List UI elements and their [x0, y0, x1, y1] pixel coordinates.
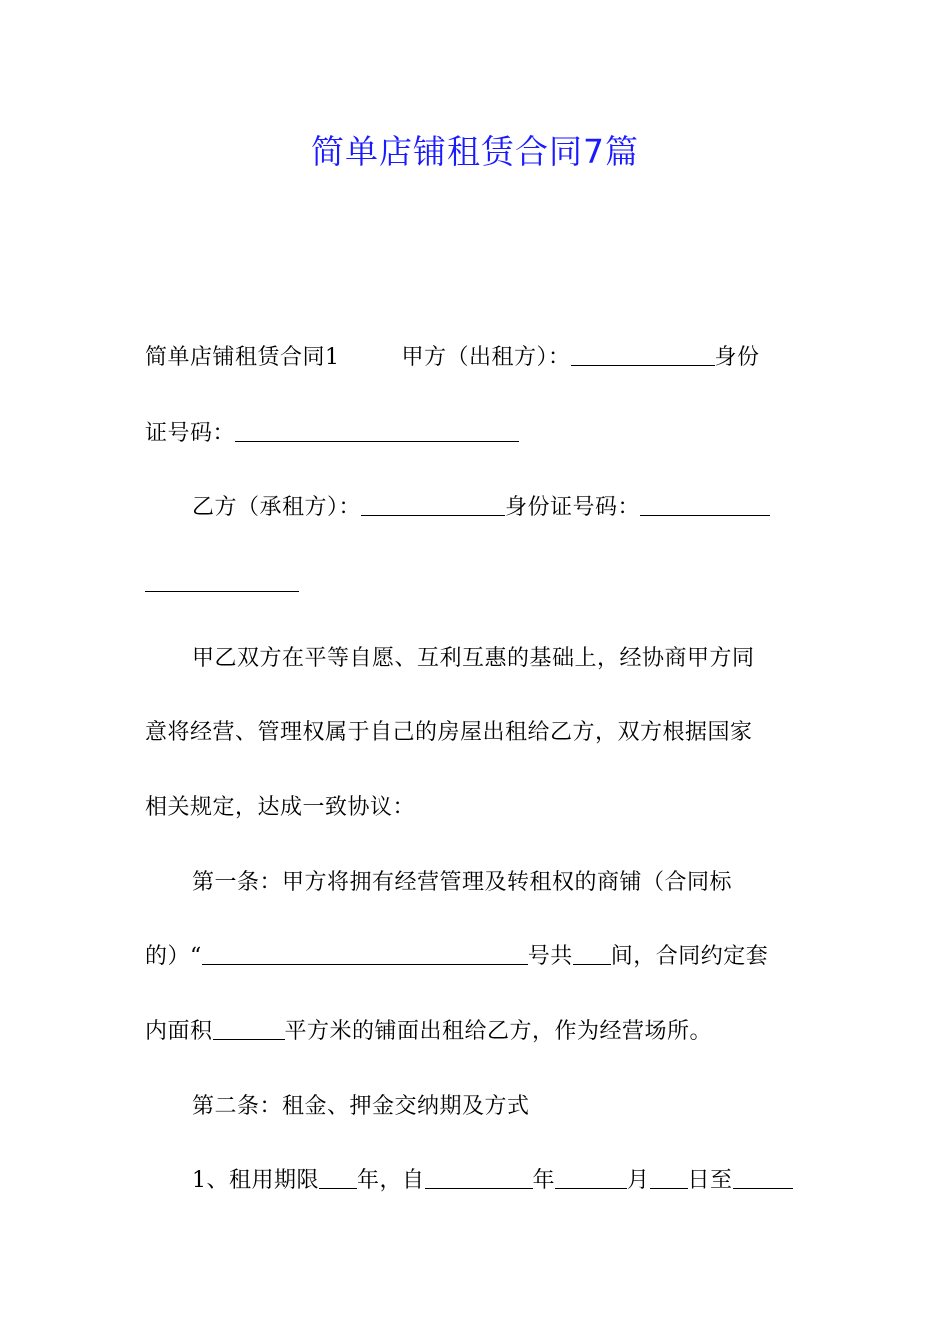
end-date-blank	[733, 1166, 793, 1189]
lease-years-blank	[319, 1166, 357, 1189]
preamble-line-1	[145, 641, 807, 677]
item1-text-d: 月	[627, 1168, 650, 1193]
article1-line-2	[145, 939, 807, 975]
start-month-blank	[555, 1166, 627, 1189]
id-label-part2: 证号码：	[145, 421, 236, 446]
party-b-id-blank	[640, 493, 770, 516]
party-a-label: 甲方（出租方）：	[401, 345, 571, 370]
contract-1-heading: 简单店铺租赁合同1	[145, 345, 340, 370]
article1-text-2a: 的）“	[145, 944, 202, 969]
preamble-text-3: 相关规定，达成一致协议：	[145, 795, 416, 820]
article2-heading-line	[145, 1089, 807, 1125]
article1-text-2c: 间，合同约定套	[610, 944, 769, 969]
article2-item1-line	[145, 1163, 807, 1199]
preamble-line-3	[145, 790, 807, 826]
party-a-id-blank	[235, 419, 519, 442]
item1-text-e: 日至	[687, 1168, 733, 1193]
article1-text-1: 第一条：甲方将拥有经营管理及转租权的商铺（合同标	[192, 870, 733, 895]
room-count-blank	[573, 942, 611, 965]
item1-text-c: 年	[532, 1168, 556, 1193]
preamble-line-2	[145, 715, 807, 751]
document-title: 简单店铺租赁合同7篇	[311, 132, 639, 171]
id-label-part1: 身份	[714, 345, 760, 370]
start-year-blank	[425, 1166, 533, 1189]
party-b-id-blank-2	[145, 569, 299, 592]
party-b-line	[145, 490, 807, 526]
party-a-blank	[571, 343, 715, 366]
party-b-label: 乙方（承租方）：	[192, 495, 362, 520]
article1-text-3a: 内面积	[145, 1019, 213, 1044]
preamble-text-2: 意将经营、管理权属于自己的房屋出租给乙方，双方根据国家	[145, 720, 753, 745]
shop-address-blank	[202, 942, 528, 965]
party-b-id-label: 身份证号码：	[505, 495, 641, 520]
item1-text-a: 1、租用期限	[192, 1168, 319, 1193]
article2-heading: 第二条：租金、押金交纳期及方式	[192, 1094, 530, 1119]
party-b-blank	[361, 493, 505, 516]
preamble-text-1: 甲乙双方在平等自愿、互利互惠的基础上，经协商甲方同	[192, 646, 755, 671]
article1-line-3	[145, 1014, 807, 1050]
party-b-id-continuation	[145, 566, 807, 602]
start-day-blank	[650, 1166, 688, 1189]
article1-text-3b: 平方米的铺面出租给乙方，作为经营场所。	[284, 1019, 713, 1044]
article1-text-2b: 号共	[527, 944, 573, 969]
item1-text-b: 年，自	[357, 1168, 425, 1193]
intro-line-2	[145, 416, 807, 452]
article1-line-1	[145, 865, 807, 901]
area-blank	[213, 1017, 285, 1040]
intro-line-1	[145, 340, 807, 376]
